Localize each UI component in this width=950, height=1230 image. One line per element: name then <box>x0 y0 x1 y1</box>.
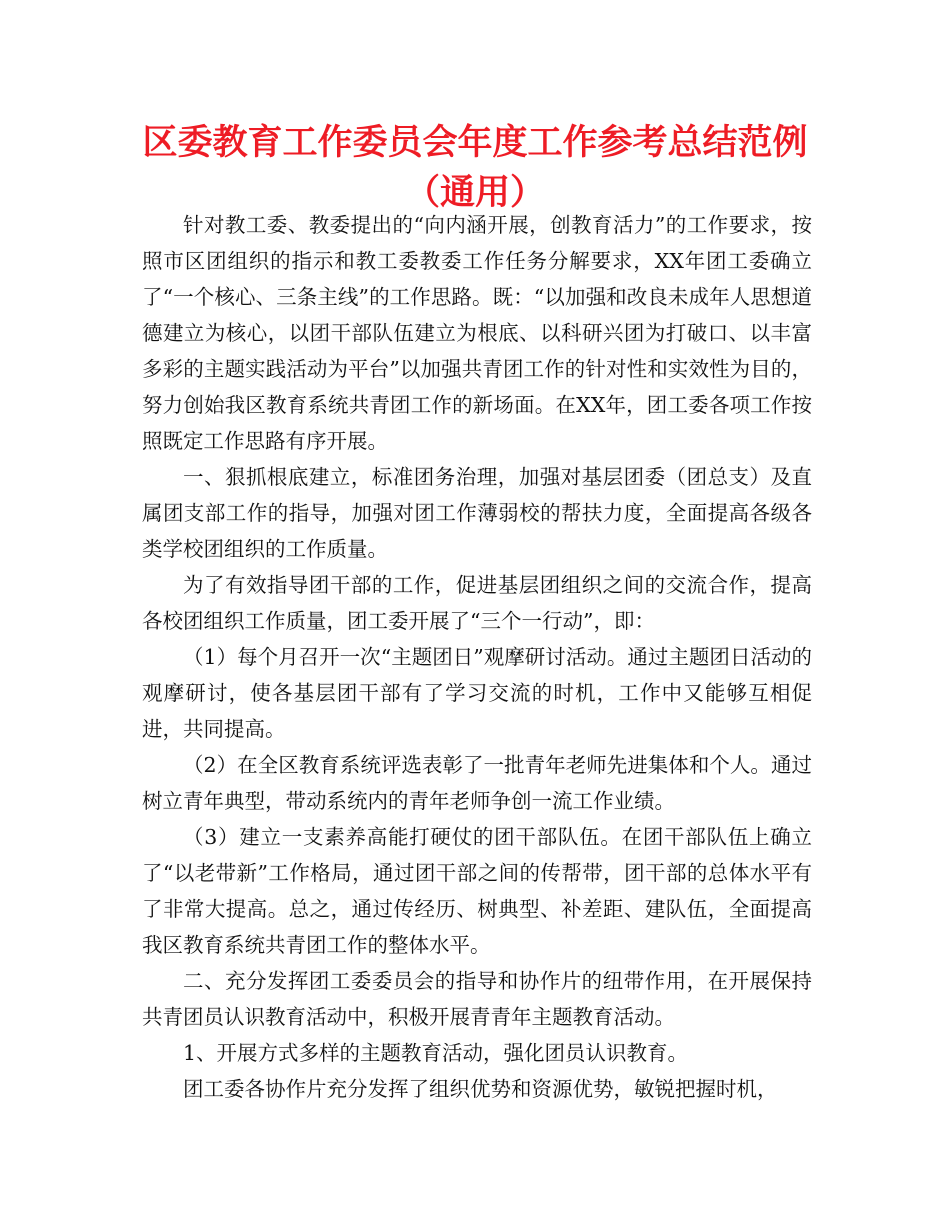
paragraph-subsection-1-body: 团工委各协作片充分发挥了组织优势和资源优势，敏锐把握时机， <box>183 1077 778 1101</box>
paragraph-section-2-heading: 二、充分发挥团工委委员会的指导和协作片的纽带作用，在开展保持共青团员认识教育活动中，积极开展青青年主题教育活动。 <box>142 969 812 1029</box>
paragraph-action-2: （2）在全区教育系统评选表彰了一批青年老师先进集体和个人。通过树立青年典型，带动系统内的青年老师争创一流工作业绩。 <box>142 753 812 813</box>
paragraph-action-1: （1）每个月召开一次“主题团日”观摩研讨活动。通过主题团日活动的观摩研讨，使各基层团干部有了学习交流的时机，工作中又能够互相促进，共同提高。 <box>142 645 812 741</box>
paragraph-action-3: （3）建立一支素养高能打硬仗的团干部队伍。在团干部队伍上确立了“以老带新”工作格局，通过团干部之间的传帮带，团干部的总体水平有了非常大提高。总之，通过传经历、树典型、补差距、建队伍，全面提高我区教育系统共青团工作的整体水平。 <box>142 825 812 957</box>
paragraph-subsection-1-heading: 1、开展方式多样的主题教育活动，强化团员认识教育。 <box>183 1041 689 1065</box>
paragraph-intro: 针对教工委、教委提出的“向内涵开展，创教育活力”的工作要求，按照市区团组织的指示和教工委教委工作任务分解要求，XX年团工委确立了“一个核心、三条主线”的工作思路。既：“以加强和改良未成年人思想道德建立为核心，以团干部队伍建立为根底、以科研兴团为打破口、以丰富多彩的主题实践活动为平台”以加强共青团工作的针对性和实效性为目的，努力创始我区教育系统共青团工作的新场面。在XX年，团工委各项工作按照既定工作思路有序开展。 <box>142 213 812 453</box>
paragraph-three-actions-intro: 为了有效指导团干部的工作，促进基层团组织之间的交流合作，提高各校团组织工作质量，团工委开展了“三个一行动”，即： <box>142 573 812 633</box>
paragraph-section-1-heading: 一、狠抓根底建立，标准团务治理，加强对基层团委（团总支）及直属团支部工作的指导，加强对团工作薄弱校的帮扶力度，全面提高各级各类学校团组织的工作质量。 <box>142 465 812 561</box>
document-title: 区委教育工作委员会年度工作参考总结范例（通用） <box>142 123 808 213</box>
document-body <box>142 207 812 1107</box>
